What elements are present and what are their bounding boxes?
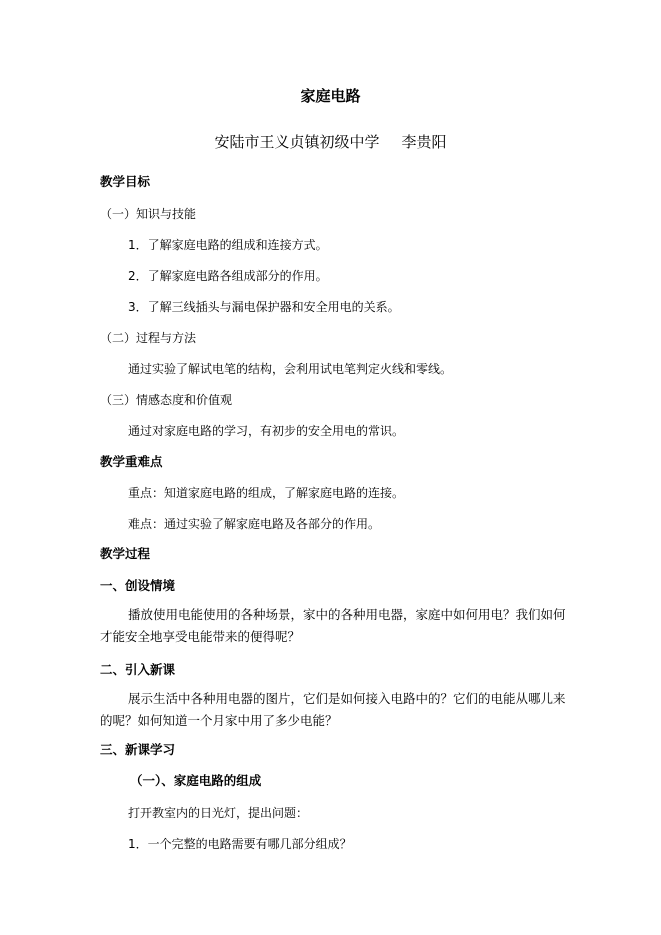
objective-heading-knowledge: （一）知识与技能: [100, 207, 197, 221]
objective-process-text: 通过实验了解试电笔的结构，会利用试电笔判定火线和零线。: [128, 362, 453, 376]
step-heading-new-lesson: 三、新课学习: [100, 742, 176, 757]
document-title: 家庭电路: [300, 87, 361, 105]
step-heading-scenario: 一、创设情境: [100, 578, 176, 593]
step-intro-text: 展示生活中各种用电器的图片，它们是如何接入电路中的？它们的电能从哪儿来的呢？如何知道一个月家中用了多少电能？: [100, 691, 566, 728]
objective-item: 2．了解家庭电路各组成部分的作用。: [128, 269, 328, 283]
author-line: [0, 134, 661, 150]
step-scenario-text: 播放使用电能使用的各种场景，家中的各种用电器，家庭中如何用电？我们如何才能安全地享受电能带来的便得呢？: [100, 607, 566, 644]
difficulty-text: 难点：通过实验了解家庭电路及各部分的作用。: [128, 517, 381, 531]
question-item: 1．一个完整的电路需要有哪几部分组成？: [128, 837, 352, 851]
step-heading-intro: 二、引入新课: [100, 662, 176, 677]
objective-heading-process: （二）过程与方法: [100, 331, 197, 345]
objective-heading-attitude: （三）情感态度和价值观: [100, 393, 233, 407]
section-heading-keypoints: 教学重难点: [100, 454, 163, 469]
subsection-heading-composition: （一）、家庭电路的组成: [130, 773, 262, 788]
keypoint-text: 重点：知道家庭电路的组成，了解家庭电路的连接。: [128, 486, 405, 500]
author-name: 李贵阳: [401, 133, 447, 151]
objective-item: 3．了解三线插头与漏电保护器和安全用电的关系。: [128, 300, 400, 314]
section-heading-objectives: 教学目标: [100, 174, 151, 189]
section-heading-process: 教学过程: [100, 546, 151, 561]
objective-item: 1．了解家庭电路的组成和连接方式。: [128, 238, 328, 252]
new-lesson-text: 打开教室内的日光灯，提出问题：: [128, 806, 309, 820]
objective-attitude-text: 通过对家庭电路的学习，有初步的安全用电的常识。: [128, 424, 405, 438]
author-school: 安陆市王义贞镇初级中学: [214, 133, 380, 151]
